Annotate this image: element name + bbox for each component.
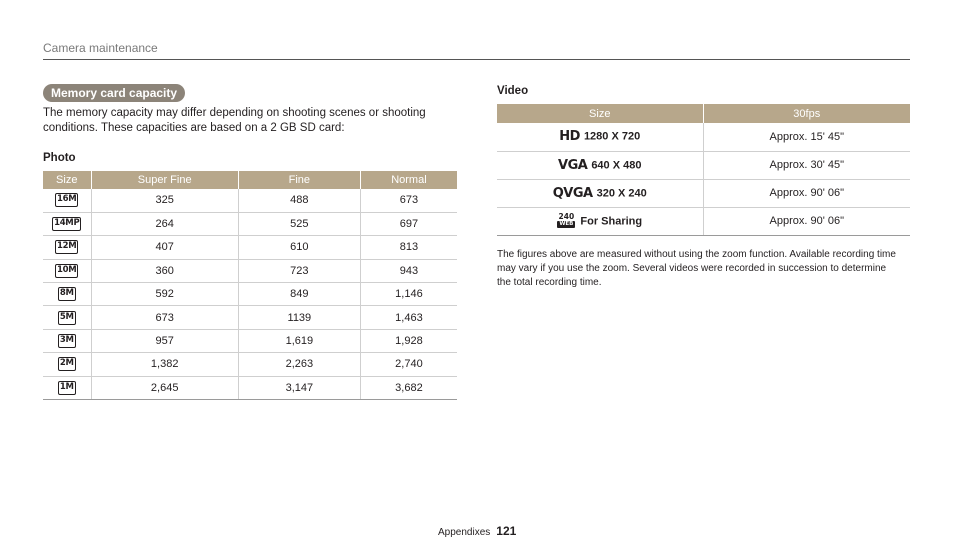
intro-text: The memory capacity may differ depending on shooting scenes or shooting conditions. These capacities are based on a 2 GB SD card: [43,107,426,134]
vga-icon: VGA [558,157,588,173]
page-footer [438,524,516,538]
table-row [497,151,910,179]
table-cell: 1,463 [360,306,457,329]
size-16m-icon: 16M [55,193,78,207]
table-cell: 697 [360,212,457,235]
qvga-icon: QVGA [552,185,593,201]
table-cell: 1,619 [238,329,360,352]
size-2m-icon: 2M [58,357,76,371]
footer-section: Appendixes [438,527,491,538]
table-cell: 813 [360,236,457,259]
video-capacity-table [497,104,910,236]
col-header-size: Size [497,104,703,123]
table-cell: 2,645 [91,376,238,399]
table-cell: 673 [91,306,238,329]
col-header-size: Size [43,171,91,189]
table-row [43,283,457,306]
table-row [497,207,910,235]
table-row [497,123,910,151]
video-resolution: 640 X 480 [591,159,642,171]
table-cell: 2,740 [360,353,457,376]
table-row [43,212,457,235]
size-12m-icon: 12M [55,240,78,254]
col-header-30fps: 30fps [703,104,910,123]
table-cell: Approx. 15' 45" [703,123,910,151]
table-cell: 1,928 [360,329,457,352]
photo-capacity-table [43,171,457,400]
table-cell: Approx. 90' 06" [703,179,910,207]
table-row [43,353,457,376]
sharing-240-icon: 240 WEB [558,211,575,227]
table-cell: 957 [91,329,238,352]
table-row [497,179,910,207]
table-cell: 525 [238,212,360,235]
table-cell: 3,682 [360,376,457,399]
size-5m-icon: 5M [58,311,76,325]
size-10m-icon: 10M [55,264,78,278]
table-cell: 325 [91,189,238,212]
video-note: The figures above are measured without using the zoom function. Available recording time may vary if you use the zoom. Several videos were recorded in succession to determine the total recording time. [497,248,896,288]
table-row [43,329,457,352]
video-resolution: 320 X 240 [596,187,647,199]
page-number: 121 [496,524,517,538]
table-row [43,236,457,259]
table-cell: 407 [91,236,238,259]
left-column [43,84,457,400]
table-row [43,376,457,399]
table-cell: 1,146 [360,283,457,306]
table-cell: 673 [360,189,457,212]
header-divider [43,59,910,60]
size-14mp-icon: 14MP [52,217,81,231]
photo-label: Photo [43,152,76,164]
table-cell: 943 [360,259,457,282]
col-header-super-fine: Super Fine [91,171,238,189]
size-8m-icon: 8M [58,287,76,301]
section-pill: Memory card capacity [43,84,185,102]
video-resolution: For Sharing [580,215,643,227]
table-cell: 723 [238,259,360,282]
size-1m-icon: 1M [58,381,76,395]
size-3m-icon: 3M [58,334,76,348]
table-header-row [497,104,910,123]
table-row [43,306,457,329]
table-cell: 264 [91,212,238,235]
table-cell: 1,382 [91,353,238,376]
col-header-normal: Normal [360,171,457,189]
table-row [43,189,457,212]
table-cell: 610 [238,236,360,259]
table-cell: Approx. 90' 06" [703,207,910,235]
video-label: Video [497,85,529,97]
table-cell: 1139 [238,306,360,329]
header-title: Camera maintenance [43,41,158,55]
col-header-fine: Fine [238,171,360,189]
table-cell: 592 [91,283,238,306]
table-cell: 2,263 [238,353,360,376]
right-column [497,85,910,290]
table-cell: 488 [238,189,360,212]
table-cell: 360 [91,259,238,282]
table-cell: 3,147 [238,376,360,399]
video-resolution: 1280 X 720 [583,130,641,143]
hd-icon: HD [559,129,580,145]
table-cell: Approx. 30' 45" [703,151,910,179]
table-header-row [43,171,457,189]
table-row [43,259,457,282]
table-cell: 849 [238,283,360,306]
